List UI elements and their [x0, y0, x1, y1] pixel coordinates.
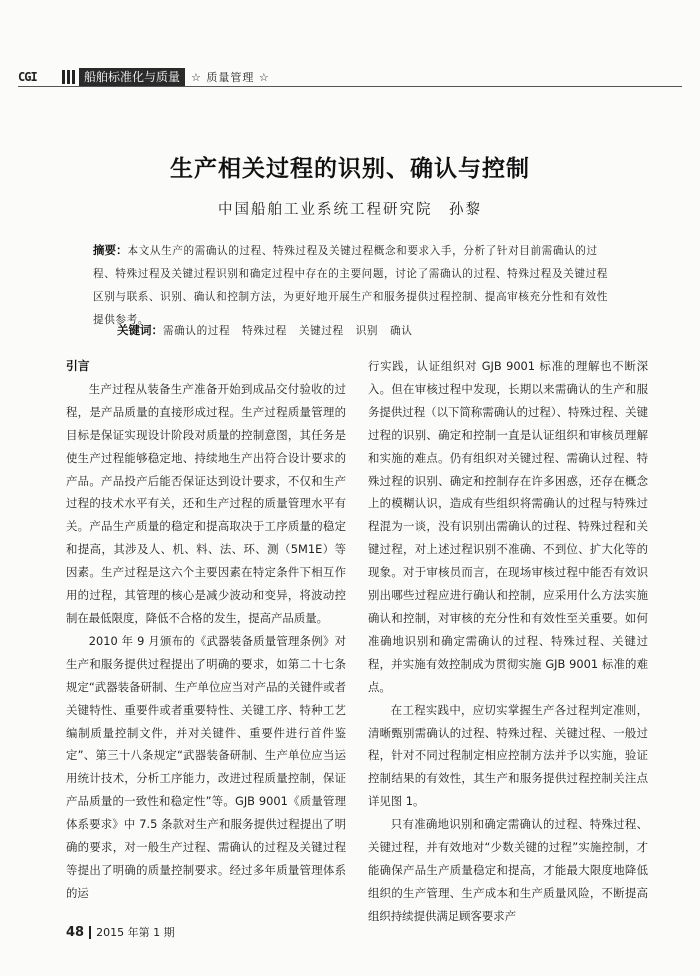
column-name: ☆ 质量管理 ☆: [191, 71, 270, 84]
footer-separator: [89, 926, 91, 939]
abstract-label: 摘要：: [93, 243, 128, 257]
body-paragraph: 在工程实践中，应切实掌握生产各过程判定准则，清晰甄别需确认的过程、特殊过程、关键过程、一般过程，针对不同过程制定相应控制方法并予以实施，验证控制结果的有效性，其生产和服务提供过程控制关注点详见图 1。: [368, 702, 648, 809]
body-paragraph: 行实践，认证组织对 GJB 9001 标准的理解也不断深入。但在审核过程中发现，长期以来需确认的生产和服务提供过程（以下简称需确认的过程）、特殊过程、关键过程的识别、确定和控制一直是认证组织和审核员理解和实施的难点。仍有组织对关键过程、需确认过程、特殊过程的识别、确定和控制存在许多困惑，还存在概念上的模糊认识，造成有些组织将需确认的过程与特殊过程混为一谈，没有识别出需确认的过程、特殊过程和关键过程，对上述过程识别不准确、不到位、扩大化等的现象。对于审核员而言，在现场审核过程中能否有效识别出哪些过程应进行确认和控制，应采用什么方法实施确认和控制，对审核的充分性和有效性至关重要。如何准确地识别和确定需确认的过程、特殊过程、关键过程，并实施有效控制成为贯彻实施 GJB 9001 标准的难点。: [368, 359, 648, 694]
abstract: [93, 239, 618, 332]
page-footer: [66, 924, 175, 940]
keywords: [117, 322, 617, 338]
header-rule: [18, 86, 682, 87]
journal-section-name: 船舶标准化与质量: [79, 68, 185, 86]
abstract-text: 本文从生产的需确认的过程、特殊过程及关键过程概念和要求入手，分析了针对目前需确认的过程、特殊过程及关键过程识别和确定过程中存在的主要问题，讨论了需确认的过程、特殊过程及关键过程区别与联系、识别、确认和控制方法，为更好地开展生产和服务提供过程控制、提高审核充分性和有效性提供参考。: [93, 245, 608, 326]
section-heading: 引言: [66, 359, 90, 373]
page-number: 48: [66, 924, 85, 940]
article-author: 中国船舶工业系统工程研究院 孙黎: [218, 202, 482, 218]
keyword: 关键过程: [298, 325, 344, 337]
journal-logo: CGI: [18, 70, 37, 84]
right-column: [368, 355, 648, 928]
keyword: 确认: [390, 325, 413, 337]
keywords-label: 关键词：: [117, 323, 163, 337]
article-title: 生产相关过程的识别、确认与控制: [170, 155, 530, 182]
body-paragraph: 2010 年 9 月颁布的《武器装备质量管理条例》对生产和服务提供过程提出了明确的要求，如第二十七条规定“武器装备研制、生产单位应当对产品的关键件或者关键特性、重要件或者重要特性、关键工序、特种工艺编制质量控制文件，并对关键件、重要件进行首件鉴定”、第三十八条规定“武器装备研制、生产单位应当运用统计技术，分析工序能力，改进过程质量控制，保证产品质量的一致性和稳定性”等。GJB 9001《质量管理体系要求》中 7.5 条款对生产和服务提供过程提出了明确的要求，对一般生产过程、需确认的过程及关键过程等提出了明确的质量控制要求。经过多年质量管理体系的运: [66, 633, 346, 900]
keyword: 特殊过程: [242, 325, 287, 337]
running-header: [18, 68, 270, 86]
issue-label: 2015 年第 1 期: [96, 926, 175, 939]
body-paragraph: 只有准确地识别和确定需确认的过程、特殊过程、关键过程，并有效地对“少数关键的过程”实施控制，才能确保产品生产质量稳定和提高，才能最大限度地降低组织的生产管理、生产成本和生产质量风险，不断提高组织持续提供满足顾客要求产: [368, 817, 648, 923]
keyword: 需确认的过程: [163, 325, 231, 337]
body-paragraph: 生产过程从装备生产准备开始到成品交付验收的过程，是产品质量的直接形成过程。生产过程质量管理的目标是保证实现设计阶段对质量的控制意图，其任务是使生产过程能够稳定地、持续地生产出符合设计要求的产品。产品投产后能否保证达到设计要求，不仅和生产过程的技术水平有关，还和生产过程的质量管理水平有关。产品生产质量的稳定和提高取决于工序质量的稳定和提高，其涉及人、机、料、法、环、测（5M1E）等因素。生产过程是这六个主要因素在特定条件下相互作用的过程，其管理的核心是减少波动和变异，将波动控制在最低限度，降低不合格的发生，提高产品质量。: [66, 381, 346, 625]
header-bars-decoration: [62, 70, 75, 84]
keyword: 识别: [355, 325, 379, 337]
left-column: [66, 355, 346, 905]
